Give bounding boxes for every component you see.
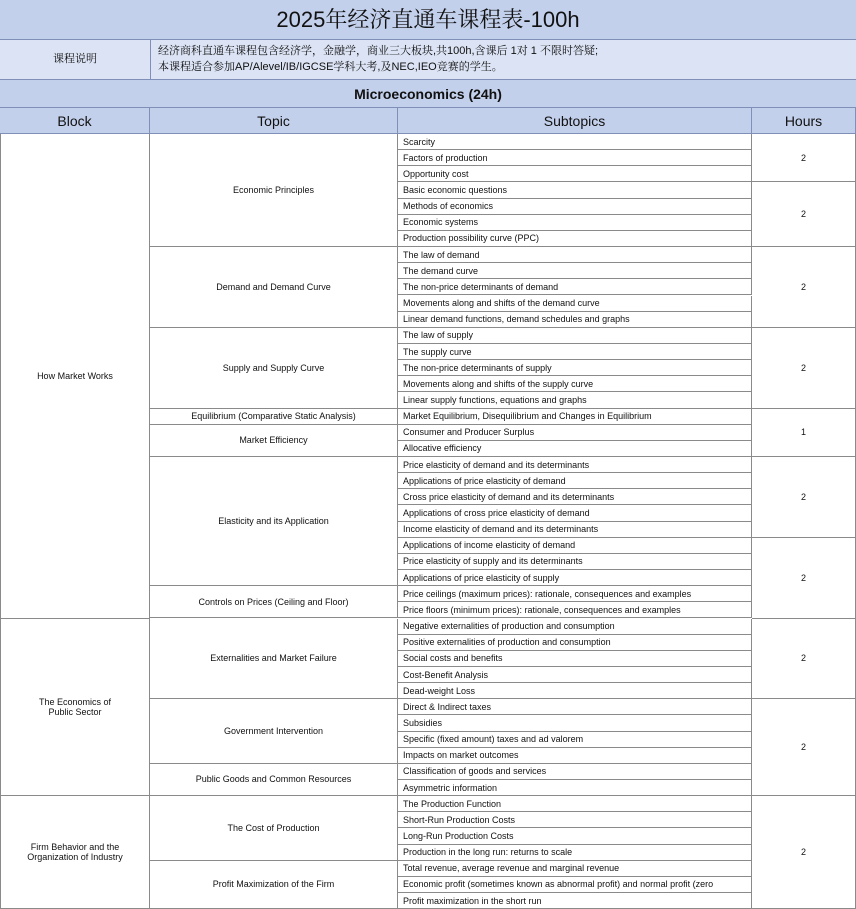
hours-cell xyxy=(752,409,856,457)
hours-cell xyxy=(752,328,856,409)
subtopic-row xyxy=(398,328,752,344)
subtopic-row xyxy=(398,651,752,667)
subtopic-row xyxy=(398,489,752,505)
course-description-text xyxy=(158,43,848,75)
subtopic-row-text: Social costs and benefits xyxy=(403,653,503,664)
subtopic-row-text: Economic systems xyxy=(403,217,479,228)
hours-cell xyxy=(752,457,856,538)
subtopic-row-text: Applications of price elasticity of demand xyxy=(403,475,566,486)
header-hours: Hours xyxy=(752,108,856,134)
subtopic-row xyxy=(398,619,752,635)
subtopic-row xyxy=(398,764,752,780)
subtopic-row-text: Scarcity xyxy=(403,136,436,147)
subtopic-row-text: The Production Function xyxy=(403,798,502,809)
subtopic-row xyxy=(398,732,752,748)
subtopic-row-text: Cross price elasticity of demand and its determinants xyxy=(403,491,615,502)
block-cell xyxy=(0,134,150,619)
subtopic-row-text: Market Equilibrium, Disequilibrium and Changes in Equilibrium xyxy=(403,411,652,422)
subtopic-row-text: Long-Run Production Costs xyxy=(403,831,514,841)
subtopic-row-text: Asymmetric information xyxy=(403,782,498,793)
subtopic-row-text: The supply curve xyxy=(403,346,472,357)
section-title: Microeconomics (24h) xyxy=(0,80,856,108)
subtopic-row-text: Applications of price elasticity of supply xyxy=(403,572,560,583)
topic-cell xyxy=(150,134,398,247)
course-description-line-2: 本课程适合参加AP/Alevel/IB/IGCSE学科大考,及NEC,IEO竞赛的学生。 xyxy=(158,61,503,73)
subtopic-row-text: Linear demand functions, demand schedules and graphs xyxy=(403,314,630,325)
subtopic-row-text: The demand curve xyxy=(403,265,479,276)
topic-cell xyxy=(150,764,398,796)
block-cell-text: How Market Works xyxy=(37,370,113,381)
subtopic-row-text: Economic profit (sometimes known as abnormal profit) and normal profit (zero xyxy=(403,879,714,890)
header-topic: Topic xyxy=(150,108,398,134)
topic-cell-text: Controls on Prices (Ceiling and Floor) xyxy=(198,596,349,607)
subtopic-row xyxy=(398,182,752,198)
subtopic-row-text: Production in the long run: returns to scale xyxy=(403,847,573,858)
hours-cell-text: 2 xyxy=(800,281,806,292)
subtopic-row-text: Consumer and Producer Surplus xyxy=(403,427,535,438)
subtopic-row xyxy=(398,134,752,150)
subtopic-row xyxy=(398,279,752,295)
subtopic-row-text: Methods of economics xyxy=(403,201,494,212)
hours-cell xyxy=(752,619,856,700)
topic-cell xyxy=(150,457,398,586)
subtopic-row-text: Dead-weight Loss xyxy=(403,685,476,696)
subtopic-row-text: Opportunity cost xyxy=(403,168,469,179)
subtopic-row xyxy=(398,473,752,489)
block-cell-text: The Economics of Public Sector xyxy=(38,696,112,717)
subtopic-row xyxy=(398,247,752,263)
subtopic-row-text: Linear supply functions, equations and graphs xyxy=(403,394,587,405)
subtopic-row-text: Price elasticity of supply and its determinants xyxy=(403,556,583,567)
subtopic-row xyxy=(398,538,752,554)
subtopic-row xyxy=(398,586,752,602)
subtopic-row-text: Price floors (minimum prices): rationale, consequences and examples xyxy=(403,604,681,615)
subtopic-row-text: Applications of income elasticity of demand xyxy=(403,540,576,551)
subtopic-row xyxy=(398,344,752,360)
subtopic-row-text: Impacts on market outcomes xyxy=(403,750,519,761)
hours-cell-text: 2 xyxy=(800,742,806,753)
subtopic-row xyxy=(398,877,752,893)
subtopic-row-text: Profit maximization in the short run xyxy=(403,895,542,906)
subtopic-row xyxy=(398,699,752,715)
subtopic-row xyxy=(398,635,752,651)
subtopic-row-text: The law of supply xyxy=(403,330,474,341)
subtopic-row xyxy=(398,845,752,861)
subtopic-row xyxy=(398,522,752,538)
topic-cell-text: Equilibrium (Comparative Static Analysis) xyxy=(191,411,356,422)
subtopic-row-text: Basic economic questions xyxy=(403,185,508,195)
subtopic-row xyxy=(398,263,752,279)
subtopic-row xyxy=(398,602,752,618)
subtopic-row-text: Movements along and shifts of the demand curve xyxy=(403,298,600,309)
subtopic-row-text: The non-price determinants of supply xyxy=(403,362,552,373)
hours-cell xyxy=(752,182,856,247)
topic-cell-text: Profit Maximization of the Firm xyxy=(212,879,335,890)
hours-cell xyxy=(752,699,856,796)
header-subtopics: Subtopics xyxy=(398,108,752,134)
topic-cell xyxy=(150,425,398,457)
subtopic-row xyxy=(398,457,752,473)
hours-cell xyxy=(752,796,856,909)
topic-cell-text: Market Efficiency xyxy=(239,435,308,446)
subtopic-row xyxy=(398,780,752,796)
subtopic-row xyxy=(398,376,752,392)
course-description-label: 课程说明 xyxy=(0,40,151,79)
page-title: 2025年经济直通车课程表-100h xyxy=(0,0,856,40)
subtopic-row xyxy=(398,796,752,812)
hours-cell-text: 2 xyxy=(800,209,806,220)
subtopic-row-text: Negative externalities of production and consumption xyxy=(403,621,615,632)
subtopic-row-text: Positive externalities of production and consumption xyxy=(403,637,611,648)
topic-cell xyxy=(150,861,398,909)
subtopic-row-text: Production possibility curve (PPC) xyxy=(403,233,540,244)
hours-cell-text: 2 xyxy=(800,152,806,163)
hours-cell-text: 2 xyxy=(800,847,806,858)
course-description-row xyxy=(0,40,856,80)
subtopic-row xyxy=(398,409,752,425)
subtopic-row xyxy=(398,812,752,828)
hours-cell xyxy=(752,134,856,182)
subtopic-row xyxy=(398,199,752,215)
hours-cell xyxy=(752,538,856,619)
hours-cell-text: 2 xyxy=(800,653,806,664)
header-block: Block xyxy=(0,108,150,134)
topic-cell-text: Elasticity and its Application xyxy=(218,516,329,527)
subtopic-row xyxy=(398,231,752,247)
subtopic-row-text: Total revenue, average revenue and marginal revenue xyxy=(403,863,620,874)
subtopic-row-text: The law of demand xyxy=(403,249,480,260)
subtopic-row xyxy=(398,683,752,699)
course-description-line-1: 经济商科直通车课程包含经济学，金融学，商业三大板块,共100h,含课后 1对 1 不限时答疑; xyxy=(158,45,599,57)
subtopic-row-text: Subsidies xyxy=(403,717,443,728)
subtopic-row xyxy=(398,392,752,408)
hours-cell-text: 2 xyxy=(800,491,806,502)
topic-cell-text: Supply and Supply Curve xyxy=(222,362,325,373)
hours-cell-text: 1 xyxy=(800,427,806,438)
topic-cell xyxy=(150,409,398,425)
hours-cell xyxy=(752,247,856,328)
topic-cell-text: Government Intervention xyxy=(223,726,324,737)
subtopic-row xyxy=(398,828,752,844)
subtopic-row xyxy=(398,166,752,182)
topic-cell xyxy=(150,699,398,764)
subtopic-row-text: Allocative efficiency xyxy=(403,443,482,454)
subtopic-row-text: Price elasticity of demand and its determinants xyxy=(403,459,590,470)
subtopic-row xyxy=(398,150,752,166)
subtopic-row xyxy=(398,360,752,376)
subtopic-row xyxy=(398,570,752,586)
subtopic-row xyxy=(398,312,752,328)
subtopic-row xyxy=(398,441,752,457)
subtopic-row xyxy=(398,296,752,312)
topic-cell xyxy=(150,796,398,861)
block-cell xyxy=(0,796,150,909)
subtopic-row xyxy=(398,861,752,877)
subtopic-row xyxy=(398,215,752,231)
subtopic-row-text: Short-Run Production Costs xyxy=(403,814,516,825)
topic-cell-text: The Cost of Production xyxy=(227,822,320,833)
subtopic-row-text: Cost-Benefit Analysis xyxy=(403,669,489,680)
subtopic-row-text: Factors of production xyxy=(403,152,488,163)
topic-cell-text: Economic Principles xyxy=(232,185,315,196)
topic-cell xyxy=(150,586,398,618)
subtopic-row-text: Specific (fixed amount) taxes and ad valorem xyxy=(403,734,584,745)
block-cell xyxy=(0,619,150,797)
topic-cell-text: Demand and Demand Curve xyxy=(216,281,331,292)
topic-cell xyxy=(150,247,398,328)
subtopic-row-text: Price ceilings (maximum prices): rationale, consequences and examples xyxy=(403,588,692,599)
subtopic-row-text: Classification of goods and services xyxy=(403,766,547,777)
hours-cell-text: 2 xyxy=(800,572,806,583)
subtopic-row xyxy=(398,893,752,909)
hours-cell-text: 2 xyxy=(800,362,806,373)
subtopic-row-text: The non-price determinants of demand xyxy=(403,281,559,292)
subtopic-row xyxy=(398,667,752,683)
subtopic-row-text: Applications of cross price elasticity of demand xyxy=(403,508,590,518)
subtopic-row-text: Direct & Indirect taxes xyxy=(403,701,492,712)
topic-cell xyxy=(150,619,398,700)
topic-cell-text: Externalities and Market Failure xyxy=(210,653,337,664)
subtopic-row xyxy=(398,748,752,764)
subtopic-row xyxy=(398,505,752,521)
block-cell-text: Firm Behavior and the Organization of Industry xyxy=(27,842,123,863)
subtopic-row xyxy=(398,425,752,441)
topic-cell-text: Public Goods and Common Resources xyxy=(195,774,352,785)
subtopic-row xyxy=(398,715,752,731)
subtopic-row xyxy=(398,554,752,570)
subtopic-row-text: Movements along and shifts of the supply curve xyxy=(403,378,594,389)
topic-cell xyxy=(150,328,398,409)
subtopic-row-text: Income elasticity of demand and its determinants xyxy=(403,524,599,535)
